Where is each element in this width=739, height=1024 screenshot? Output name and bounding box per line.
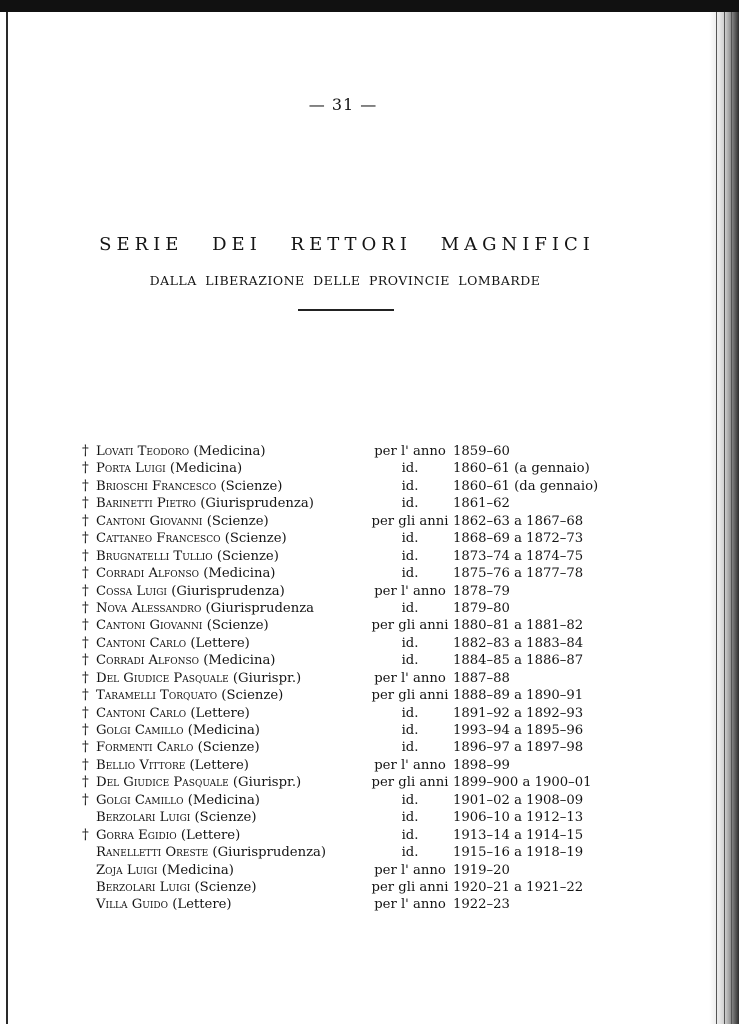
rector-row (0, 844, 739, 861)
dagger-mark: † (82, 477, 89, 494)
dagger-mark: † (82, 530, 89, 547)
dagger-mark: † (82, 669, 89, 686)
rector-name-group (96, 600, 314, 617)
rector-name: Gorra Egidio (96, 827, 177, 843)
rector-years: 1896–97 a 1897–98 (453, 740, 584, 756)
rector-years: 1899–900 a 1900–01 (453, 775, 592, 791)
rector-years: 1915–16 a 1918–19 (453, 845, 584, 861)
rector-row (0, 635, 739, 652)
rector-name: Golgi Camillo (96, 723, 184, 738)
rector-row (0, 879, 739, 896)
dagger-mark: † (82, 826, 89, 843)
rector-row (0, 548, 739, 565)
rector-years: 1922–23 (453, 897, 510, 913)
rector-name: Cantoni Carlo (96, 705, 187, 721)
rector-row (0, 809, 739, 826)
rector-name: Villa Guido (96, 897, 168, 913)
dagger-mark: † (82, 599, 89, 616)
rector-faculty: (Lettere) (180, 827, 241, 843)
rector-years: 1868–69 a 1872–73 (453, 531, 584, 547)
rector-name-group (96, 896, 232, 913)
rector-faculty: (Giurisprudenza (205, 600, 314, 616)
rector-row (0, 670, 739, 687)
rector-years: 1880–81 a 1881–82 (453, 618, 584, 634)
rector-name: Cantoni Giovanni (96, 618, 203, 634)
rector-period: id. (401, 653, 419, 669)
rector-name: Del Giudice Pasquale (96, 775, 229, 791)
rector-period: id. (401, 723, 419, 738)
rector-name-group (96, 530, 287, 547)
rector-years: 1888–89 a 1890–91 (453, 688, 584, 704)
dagger-mark: † (82, 547, 89, 564)
rector-name: Lovati Teodoro (96, 444, 190, 459)
dagger-mark: † (82, 582, 89, 599)
rector-years: 1862–63 a 1867–68 (453, 513, 584, 529)
rector-faculty: (Lettere) (189, 757, 249, 773)
page-number: — 31 — (308, 95, 378, 114)
rector-period: id. (401, 827, 419, 843)
rector-name: Brugnatelli Tullio (96, 548, 213, 564)
rector-row (0, 827, 739, 844)
rector-row (0, 862, 739, 879)
rector-faculty: (Scienze) (220, 478, 283, 494)
rector-faculty: (Medicina) (203, 653, 276, 669)
rector-row (0, 495, 739, 512)
rector-faculty: (Medicina) (169, 461, 243, 477)
rector-faculty: (Scienze) (224, 531, 287, 547)
rector-name-group (96, 460, 242, 477)
rector-row (0, 565, 739, 582)
dagger-mark: † (82, 634, 89, 651)
dagger-mark: † (82, 704, 89, 721)
rector-years: 1861–62 (453, 496, 510, 512)
rector-name-group (96, 652, 275, 669)
rector-name-group (96, 687, 283, 704)
rector-period: id. (401, 548, 419, 564)
rector-faculty: (Medicina) (187, 792, 260, 808)
rector-faculty: (Lettere) (172, 897, 232, 913)
rector-name-group (96, 844, 326, 861)
rector-row (0, 617, 739, 634)
page-title: SERIE DEI RETTORI MAGNIFICI (99, 234, 595, 255)
rector-faculty: (Scienze) (194, 810, 257, 826)
rector-name-group (96, 809, 257, 826)
rector-period: id. (401, 496, 419, 512)
rector-years: 1891–92 a 1892–93 (453, 705, 584, 721)
rector-years: 1919–20 (453, 862, 510, 878)
rector-period: per gli anni (371, 879, 449, 895)
rector-name: Cantoni Carlo (96, 635, 187, 651)
rector-name-group (96, 827, 240, 844)
rector-period: id. (401, 810, 419, 826)
rector-period: per gli anni (371, 618, 449, 634)
rector-faculty: (Scienze) (197, 740, 260, 756)
rector-name: Corradi Alfonso (96, 653, 200, 669)
rector-period: id. (401, 600, 419, 616)
rector-years: 1873–74 a 1874–75 (453, 548, 584, 564)
rector-name: Porta Luigi (96, 461, 166, 477)
rector-faculty: (Lettere) (190, 635, 250, 651)
rector-faculty: (Lettere) (190, 705, 250, 721)
rector-period: id. (401, 478, 419, 494)
rector-period: id. (401, 461, 419, 477)
rector-name: Brioschi Francesco (96, 478, 217, 494)
rector-period: id. (401, 566, 419, 582)
rector-name-group (96, 583, 285, 600)
rector-row (0, 687, 739, 704)
rector-name: Taramelli Torquato (96, 688, 218, 704)
rector-name-group (96, 513, 269, 530)
rector-faculty: (Scienze) (206, 618, 269, 634)
rector-period: per l' anno (374, 862, 446, 878)
rector-name-group (96, 548, 279, 565)
rector-years: 1993–94 a 1895–96 (453, 723, 584, 738)
rector-name: Barinetti Pietro (96, 496, 197, 512)
rector-name-group (96, 565, 275, 582)
rector-years: 1913–14 a 1914–15 (453, 827, 584, 843)
rector-row (0, 478, 739, 495)
dagger-mark: † (82, 460, 89, 477)
dagger-mark: † (82, 495, 89, 512)
dagger-mark: † (82, 687, 89, 704)
rector-years: 1860–61 (a gennaio) (453, 461, 590, 477)
dagger-mark: † (82, 791, 89, 808)
rector-years: 1906–10 a 1912–13 (453, 810, 584, 826)
rector-faculty: (Scienze) (206, 513, 269, 529)
rector-period: per gli anni (371, 775, 449, 791)
rector-row (0, 792, 739, 809)
rector-name: Cantoni Giovanni (96, 513, 203, 529)
rector-name-group (96, 739, 260, 756)
rector-name-group (96, 617, 269, 634)
rector-name-group (96, 722, 260, 739)
rector-period: id. (401, 845, 419, 861)
dagger-mark: † (82, 617, 89, 634)
rector-row (0, 722, 739, 739)
rector-faculty: (Scienze) (194, 879, 257, 895)
rector-period: per l' anno (374, 897, 446, 913)
rector-name-group (96, 705, 250, 722)
rector-name: Corradi Alfonso (96, 566, 200, 582)
rector-name: Berzolari Luigi (96, 810, 191, 826)
rector-name: Bellio Vittore (96, 757, 186, 773)
rector-years: 1882–83 a 1883–84 (453, 635, 584, 651)
rector-row (0, 652, 739, 669)
rector-row (0, 896, 739, 913)
rector-faculty: (Giurispr.) (232, 775, 302, 791)
rector-faculty: (Medicina) (193, 444, 266, 459)
rector-name-group (96, 757, 249, 774)
rector-years: 1875–76 a 1877–78 (453, 566, 584, 582)
rector-faculty: (Giurisprudenza) (200, 496, 314, 512)
rector-row (0, 705, 739, 722)
rector-period: id. (401, 635, 419, 651)
rector-period: per l' anno (374, 583, 446, 599)
rector-years: 1859–60 (453, 444, 510, 459)
scan-top-border (0, 0, 739, 12)
rector-years: 1860–61 (da gennaio) (453, 478, 599, 494)
rector-name: Golgi Camillo (96, 792, 184, 808)
rector-row (0, 583, 739, 600)
rector-faculty: (Medicina) (187, 723, 260, 738)
rector-period: id. (401, 740, 419, 756)
rector-name-group (96, 443, 266, 460)
rector-name-group (96, 879, 257, 896)
rector-years: 1879–80 (453, 600, 510, 616)
rector-name-group (96, 495, 314, 512)
rector-years: 1887–88 (453, 670, 510, 686)
rector-period: per l' anno (374, 670, 446, 686)
rector-name: Berzolari Luigi (96, 879, 191, 895)
rector-row (0, 774, 739, 791)
rector-name-group (96, 774, 301, 791)
rector-row (0, 530, 739, 547)
rector-row (0, 460, 739, 477)
dagger-mark: † (82, 652, 89, 669)
rector-row (0, 443, 739, 460)
rector-faculty: (Giurisprudenza) (171, 583, 285, 599)
dagger-mark: † (82, 565, 89, 582)
rector-faculty: (Scienze) (216, 548, 279, 564)
rector-name: Cattaneo Francesco (96, 531, 221, 547)
rector-years: 1898–99 (453, 757, 510, 773)
rector-years: 1901–02 a 1908–09 (453, 792, 584, 808)
rector-period: id. (401, 792, 419, 808)
rector-name-group (96, 478, 282, 495)
dagger-mark: † (82, 722, 89, 738)
rector-row (0, 600, 739, 617)
rector-faculty: (Giurispr.) (232, 670, 302, 686)
rector-name-group (96, 862, 234, 879)
rector-years: 1884–85 a 1886–87 (453, 653, 584, 669)
rector-name: Formenti Carlo (96, 740, 194, 756)
dagger-mark: † (82, 739, 89, 756)
rector-period: per gli anni (371, 688, 449, 704)
dagger-mark: † (82, 512, 89, 529)
dagger-mark: † (82, 774, 89, 791)
rector-name: Cossa Luigi (96, 583, 167, 599)
title-divider (298, 309, 394, 311)
rector-name: Del Giudice Pasquale (96, 670, 229, 686)
rector-row (0, 513, 739, 530)
page-subtitle: DALLA LIBERAZIONE DELLE PROVINCIE LOMBARDE (149, 273, 541, 288)
rector-faculty: (Medicina) (161, 862, 234, 878)
rector-row (0, 739, 739, 756)
dagger-mark: † (82, 443, 89, 459)
rector-period: per gli anni (371, 513, 449, 529)
rector-faculty: (Giurisprudenza) (212, 845, 327, 861)
rector-name: Zoja Luigi (96, 862, 158, 878)
rector-period: id. (401, 705, 419, 721)
rector-row (0, 757, 739, 774)
rectors-list (0, 443, 739, 914)
rector-name-group (96, 670, 301, 687)
rector-period: per l' anno (374, 757, 446, 773)
rector-years: 1878–79 (453, 583, 510, 599)
rector-years: 1920–21 a 1921–22 (453, 879, 584, 895)
rector-name-group (96, 792, 260, 809)
dagger-mark: † (82, 756, 89, 773)
rector-name: Nova Alessandro (96, 600, 202, 616)
rector-faculty: (Medicina) (203, 566, 276, 582)
rector-period: id. (401, 531, 419, 547)
rector-faculty: (Scienze) (221, 688, 284, 704)
rector-name-group (96, 635, 250, 652)
rector-name: Ranelletti Oreste (96, 845, 209, 861)
rector-period: per l' anno (374, 444, 446, 459)
